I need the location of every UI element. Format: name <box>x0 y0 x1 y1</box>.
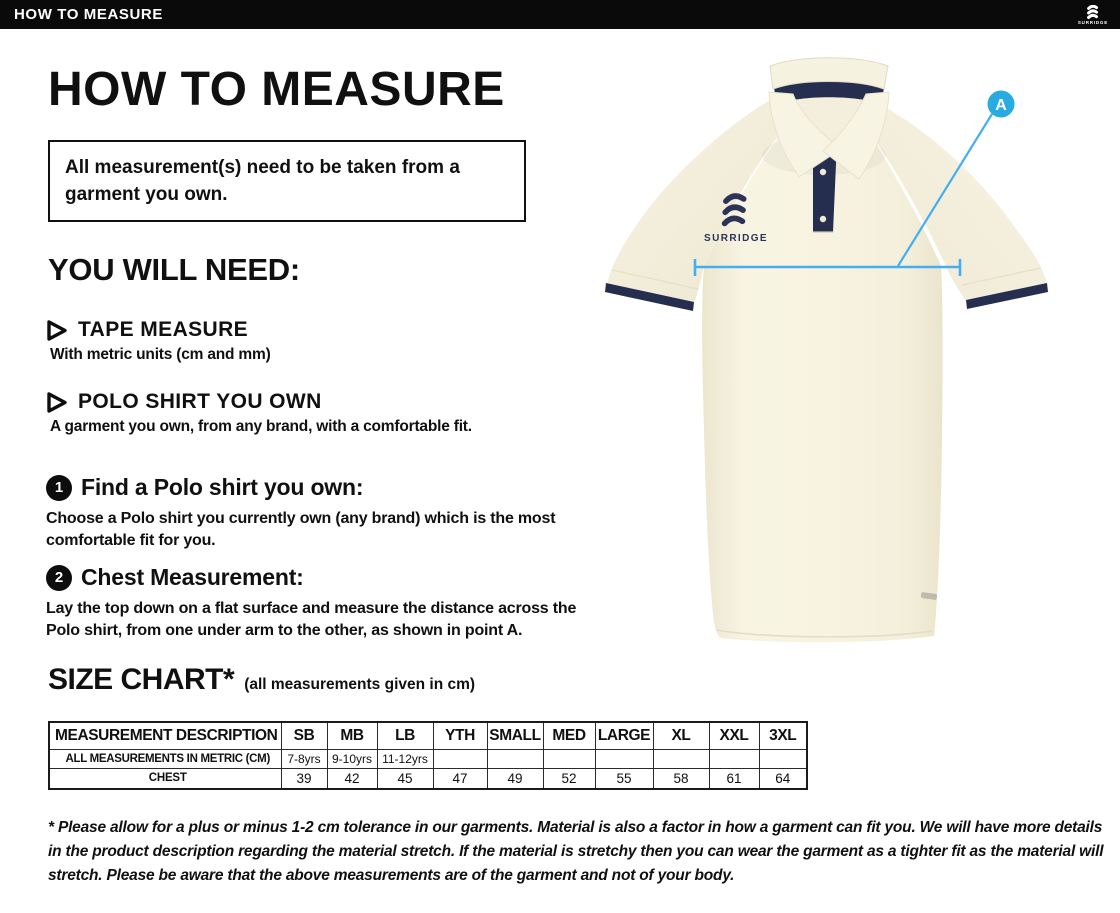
notice-box: All measurement(s) need to be taken from a garment you own. <box>48 140 526 222</box>
size-chart-table <box>48 721 808 790</box>
column-header: MED <box>543 722 595 749</box>
table-cell <box>653 749 709 768</box>
column-header: XL <box>653 722 709 749</box>
brand-logo <box>1078 3 1108 26</box>
table-cell <box>595 749 653 768</box>
size-chart-title: SIZE CHART* <box>48 663 235 696</box>
polo-shirt-illustration <box>590 38 1120 665</box>
step-number-badge: 1 <box>46 475 72 501</box>
top-bar <box>0 0 1120 29</box>
step-title: Find a Polo shirt you own: <box>81 474 364 500</box>
play-triangle-icon <box>46 391 68 414</box>
table-cell: 49 <box>487 768 543 789</box>
step-2 <box>46 564 591 642</box>
table-cell: 9-10yrs <box>327 749 377 768</box>
table-cell: 64 <box>759 768 807 789</box>
column-header: LARGE <box>595 722 653 749</box>
placket-button <box>820 216 826 222</box>
need-item-desc: With metric units (cm and mm) <box>50 346 271 363</box>
table-cell: 45 <box>377 768 433 789</box>
table-cell <box>543 749 595 768</box>
step-1 <box>46 474 591 552</box>
table-cell: 42 <box>327 768 377 789</box>
column-header: MEASUREMENT DESCRIPTION <box>49 722 281 749</box>
table-cell: 52 <box>543 768 595 789</box>
size-chart-heading <box>48 663 475 697</box>
brand-logo-text: SURRIDGE <box>1077 20 1108 26</box>
column-header: SB <box>281 722 327 749</box>
table-cell: 47 <box>433 768 487 789</box>
column-header: LB <box>377 722 433 749</box>
row-label: CHEST <box>49 768 281 789</box>
table-header-row <box>49 722 807 749</box>
step-desc: Choose a Polo shirt you currently own (any brand) which is the most comfortable fit for you. <box>46 510 556 549</box>
column-header: 3XL <box>759 722 807 749</box>
marker-a-label: A <box>995 97 1007 114</box>
column-header: XXL <box>709 722 759 749</box>
need-item-polo-shirt <box>46 390 472 436</box>
step-desc: Lay the top down on a flat surface and measure the distance across the Polo shirt, from one under arm to the other, as shown in point A. <box>46 600 577 639</box>
table-cell: 11-12yrs <box>377 749 433 768</box>
table-cell: 58 <box>653 768 709 789</box>
you-will-need-heading: YOU WILL NEED: <box>48 252 300 287</box>
table-cell <box>709 749 759 768</box>
table-cell <box>487 749 543 768</box>
step-title: Chest Measurement: <box>81 564 304 590</box>
polo-shirt-image <box>590 38 1120 665</box>
play-triangle-icon <box>46 319 68 342</box>
page-title: HOW TO MEASURE <box>48 63 505 116</box>
table-cell <box>433 749 487 768</box>
column-header: YTH <box>433 722 487 749</box>
surridge-swirl-icon <box>1084 5 1102 20</box>
placket-button <box>820 169 826 175</box>
size-chart-note: (all measurements given in cm) <box>244 676 476 693</box>
step-number-badge: 2 <box>46 565 72 591</box>
column-header: MB <box>327 722 377 749</box>
table-cell: 7-8yrs <box>281 749 327 768</box>
table-cell <box>759 749 807 768</box>
need-item-tape-measure <box>46 318 271 364</box>
table-cell: 55 <box>595 768 653 789</box>
need-item-title: TAPE MEASURE <box>78 318 249 341</box>
column-header: SMALL <box>487 722 543 749</box>
tolerance-footnote: * Please allow for a plus or minus 1-2 cm tolerance in our garments. Material is also a factor in how a garment can fit you. We will have more details in the product description regarding the material stretch. If the material is stretchy then you can wear the garment as a tighter fit as the material will stretch. Please be aware that the above measurements are of the garment and not of your body. <box>48 819 1104 884</box>
table-row-age <box>49 749 807 768</box>
need-item-desc: A garment you own, from any brand, with a comfortable fit. <box>50 418 472 435</box>
row-label: ALL MEASUREMENTS IN METRIC (CM) <box>49 749 281 768</box>
chest-logo-text: SURRIDGE <box>704 233 768 244</box>
table-cell: 61 <box>709 768 759 789</box>
top-bar-title: HOW TO MEASURE <box>14 6 163 23</box>
table-row-chest <box>49 768 807 789</box>
need-item-title: POLO SHIRT YOU OWN <box>78 390 322 413</box>
table-cell: 39 <box>281 768 327 789</box>
